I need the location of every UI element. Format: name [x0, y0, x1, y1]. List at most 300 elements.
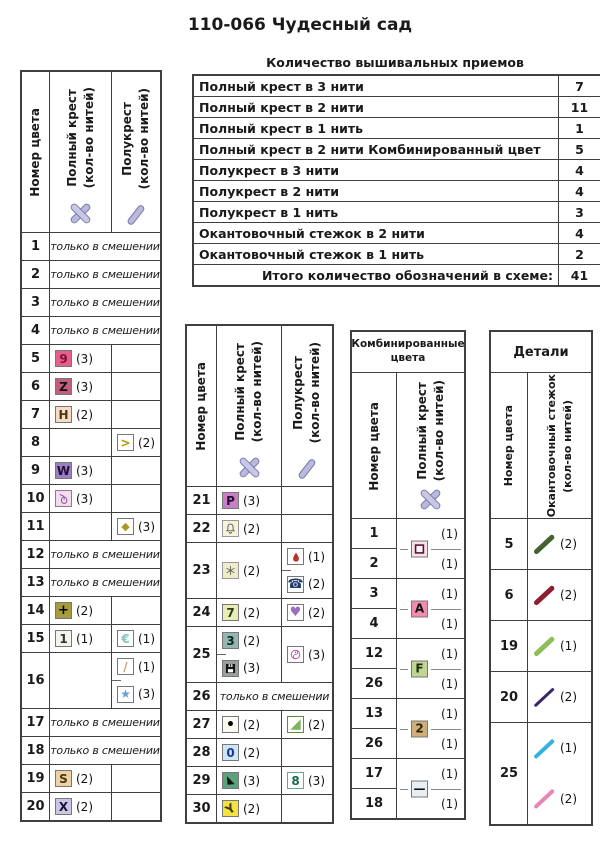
symbol-glyph: X	[58, 799, 69, 814]
count-label: (3)	[76, 351, 93, 366]
combined-title	[352, 332, 464, 372]
stitch-line	[533, 635, 555, 656]
full-cross-cell	[217, 599, 281, 626]
column-header-line: (кол-во нитей)	[560, 399, 574, 493]
row-number: 1	[352, 519, 396, 548]
summary-label: Полукрест в 1 нить	[194, 202, 558, 222]
symbol-swatch	[55, 350, 72, 367]
count-label: (1)	[308, 549, 325, 564]
mouse-icon	[55, 490, 72, 507]
stitch-line-icon	[530, 684, 558, 711]
row-number: 12	[352, 639, 396, 668]
symbol-glyph: F	[415, 661, 424, 676]
symbol-swatch	[55, 406, 72, 423]
column-header	[397, 373, 464, 518]
count-label: (3)	[243, 493, 260, 508]
half-cross-cell	[282, 767, 332, 794]
summary-value: 7	[559, 76, 600, 96]
count-label: (2)	[138, 435, 155, 450]
combined-title-line: цвета	[390, 352, 426, 364]
count-label: (2)	[560, 537, 577, 551]
column-header-line: Полный крест	[414, 382, 429, 480]
summary-value: 4	[559, 160, 600, 180]
half-cross-cell	[112, 625, 160, 652]
row-number: 19	[22, 765, 49, 792]
symbol-swatch	[222, 800, 239, 817]
stitch-line-icon	[530, 582, 558, 609]
symbol-swatch	[117, 686, 134, 703]
summary-value: 2	[559, 244, 600, 264]
count-label: (2)	[76, 799, 93, 814]
row-number: 12	[22, 541, 49, 568]
page-title: 110-066 Чудесный сад	[187, 15, 413, 35]
full-cross-cell	[50, 765, 111, 792]
combined-symbol-cell	[397, 579, 464, 638]
full-cross-cell	[50, 513, 111, 540]
outline-stitch-cell	[528, 621, 591, 671]
symbol-entry	[282, 571, 332, 599]
mix-note: только в смешении	[50, 317, 160, 344]
column-header-line: (кол-во нитей)	[308, 342, 322, 444]
count-label: (2)	[76, 407, 93, 422]
symbol-swatch	[411, 660, 428, 677]
summary-label: Окантовочный стежок в 2 нити	[194, 223, 558, 243]
mix-note: только в смешении	[50, 289, 160, 316]
count-label: (2)	[243, 801, 260, 816]
mix-note: только в смешении	[217, 683, 332, 710]
outline-stitch-cell	[528, 723, 591, 824]
symbol-entry	[282, 627, 332, 682]
row-number: 19	[491, 621, 527, 671]
full-cross-icon	[417, 486, 444, 513]
symbol-swatch	[55, 798, 72, 815]
stitch-entry	[528, 621, 591, 671]
count-label: (1)	[441, 706, 458, 721]
entry-divider	[217, 654, 226, 655]
full-cross-icon	[67, 200, 94, 227]
row-number: 20	[491, 672, 527, 722]
count-label: (2)	[243, 563, 260, 578]
column-header-text	[367, 379, 382, 513]
count-label: (3)	[308, 647, 325, 662]
half-cross-cell	[282, 627, 332, 682]
row-number: 26	[352, 669, 396, 698]
outline-stitch-cell	[528, 672, 591, 722]
symbol-swatch	[411, 720, 428, 737]
column-header-line: Полный крест	[233, 342, 247, 441]
column-header-text	[233, 332, 265, 451]
symbol-entry	[217, 543, 281, 598]
full-cross-cell	[217, 739, 281, 766]
row-number: 16	[22, 653, 49, 708]
row-number: 2	[22, 261, 49, 288]
summary-value: 41	[559, 265, 600, 285]
symbol-entry	[50, 401, 111, 428]
bell-icon	[222, 520, 239, 537]
summary-value: 4	[559, 223, 600, 243]
column-header-line: Номер цвета	[502, 405, 516, 487]
combined-symbol-cell	[397, 519, 464, 578]
mix-note: только в смешении	[50, 709, 160, 736]
summary-value: 1	[559, 118, 600, 138]
row-number: 15	[22, 625, 49, 652]
half-cross-cell	[282, 795, 332, 822]
symbol-glyph: +	[58, 603, 69, 618]
half-cross-cell	[282, 487, 332, 514]
column-header-line: (кол-во нитей)	[137, 88, 151, 190]
row-number: 25	[187, 627, 216, 682]
symbol-entry	[50, 373, 111, 400]
symbol-glyph: Y	[222, 800, 239, 817]
details-title: Детали	[491, 332, 591, 372]
column-header-line: Полукрест	[120, 102, 134, 176]
row-number: 4	[352, 609, 396, 638]
count-label: (3)	[138, 519, 155, 534]
symbol-swatch	[287, 772, 304, 789]
row-number: 5	[22, 345, 49, 372]
full-cross-cell	[217, 543, 281, 598]
count-label: (3)	[243, 661, 260, 676]
symbol-swatch	[411, 600, 428, 617]
count-label: (2)	[243, 717, 260, 732]
column-header-line: Номер цвета	[28, 108, 42, 197]
count-label: (2)	[76, 603, 93, 618]
symbol-glyph: A	[414, 601, 425, 616]
symbol-glyph: ★	[120, 687, 131, 702]
column-header-line: (кол-во нитей)	[250, 340, 264, 443]
symbol-glyph: —	[413, 781, 426, 796]
triangle-icon	[222, 772, 239, 789]
half-cross-cell	[282, 515, 332, 542]
column-header	[352, 373, 396, 518]
symbol-entry	[282, 599, 332, 626]
row-number: 11	[22, 513, 49, 540]
full-cross-cell	[217, 711, 281, 738]
symbol-glyph: /	[123, 659, 128, 674]
symbol-entry	[50, 485, 111, 512]
row-number: 10	[22, 485, 49, 512]
summary-label: Полный крест в 2 нити	[194, 97, 558, 117]
symbol-entry	[217, 487, 281, 514]
row-number: 6	[491, 570, 527, 620]
symbol-entry	[217, 515, 281, 542]
column-header	[22, 72, 49, 232]
half-stitch-icon	[295, 457, 319, 481]
column-header-line: Полный крест	[64, 88, 79, 187]
details-table	[489, 330, 593, 826]
column-header-line: (кол-во нитей)	[81, 86, 96, 189]
combined-symbol-cell	[397, 699, 464, 758]
count-label: (1)	[560, 741, 577, 756]
row-number: 23	[187, 543, 216, 598]
summary-label: Окантовочный стежок в 1 нить	[194, 244, 558, 264]
mix-note: только в смешении	[50, 541, 160, 568]
count-label: (3)	[138, 687, 155, 702]
column-header-text	[28, 78, 43, 227]
symbol-entry	[282, 711, 332, 738]
symbol-entry	[112, 513, 160, 540]
count-label: (3)	[76, 463, 93, 478]
symbol-entry	[50, 765, 111, 792]
column-header-text	[120, 78, 152, 200]
half-stitch-icon	[124, 203, 148, 227]
summary-value: 11	[559, 97, 600, 117]
full-cross-cell	[50, 793, 111, 820]
row-number: 27	[187, 711, 216, 738]
full-cross-cell	[217, 515, 281, 542]
count-label: (1)	[441, 646, 458, 661]
stitch-line-icon	[530, 633, 558, 660]
count-label: (1)	[441, 676, 458, 691]
summary-caption: Количество вышивальных приемов	[266, 55, 524, 70]
row-number: 17	[352, 759, 396, 788]
count-label: (3)	[243, 773, 260, 788]
full-cross-icon	[236, 454, 263, 481]
swirl-icon	[287, 646, 304, 663]
symbol-swatch	[411, 780, 428, 797]
symbol-glyph: 9	[59, 351, 68, 366]
column-header	[528, 373, 591, 518]
summary-label: Итого количество обозначений в схеме:	[194, 265, 558, 285]
column-header	[112, 72, 160, 232]
half-cross-cell	[112, 429, 160, 456]
count-label: (2)	[243, 605, 260, 620]
row-number: 18	[22, 737, 49, 764]
count-label: (3)	[308, 773, 325, 788]
symbol-glyph: S	[59, 771, 68, 786]
column-header	[187, 326, 216, 486]
summary-value: 3	[559, 202, 600, 222]
symbol-glyph: €	[121, 631, 130, 646]
combined-title-line: Комбинированные	[351, 338, 465, 351]
entry-divider	[282, 570, 291, 571]
mix-note: только в смешении	[50, 737, 160, 764]
stitch-line	[534, 687, 555, 707]
row-number: 13	[22, 569, 49, 596]
half-cross-cell	[112, 485, 160, 512]
count-label: (2)	[243, 745, 260, 760]
symbol-entry	[217, 739, 281, 766]
symbol-glyph: 2	[415, 721, 424, 736]
symbol-entry	[50, 457, 111, 484]
mix-note: только в смешении	[50, 233, 160, 260]
column-header-line: Окантовочный стежок	[544, 374, 558, 518]
full-cross-cell	[217, 627, 281, 682]
summary-value: 5	[559, 139, 600, 159]
symbol-entry	[282, 767, 332, 794]
half-cross-cell	[112, 457, 160, 484]
half-cross-cell	[282, 711, 332, 738]
symbol-swatch	[117, 658, 134, 675]
summary-label: Полный крест в 2 нити Комбинированный цвет	[194, 139, 558, 159]
row-number: 5	[491, 519, 527, 569]
column-header-text	[544, 374, 575, 518]
summary-label: Полный крест в 1 нить	[194, 118, 558, 138]
row-number: 4	[22, 317, 49, 344]
summary-label: Полукрест в 3 нити	[194, 160, 558, 180]
stitch-line-icon	[530, 531, 558, 558]
symbol-swatch	[222, 492, 239, 509]
count-label: (2)	[76, 771, 93, 786]
drop-icon	[287, 548, 304, 565]
symbol-swatch	[117, 434, 134, 451]
symbol-swatch	[117, 518, 134, 535]
row-number: 17	[22, 709, 49, 736]
symbol-entry	[112, 429, 160, 456]
stitch-line	[533, 789, 554, 809]
summary-table	[192, 74, 600, 287]
column-header-text	[194, 332, 209, 481]
column-header-text	[502, 379, 516, 513]
count-label: (1)	[441, 526, 458, 541]
symbol-glyph: ♥	[289, 605, 302, 620]
full-cross-cell	[217, 767, 281, 794]
half-cross-cell	[112, 345, 160, 372]
symbol-glyph: Z	[59, 379, 68, 394]
symbol-glyph: 7	[226, 605, 235, 620]
count-label: (1)	[441, 766, 458, 781]
stitch-entry	[528, 570, 591, 620]
summary-label: Полный крест в 3 нити	[194, 76, 558, 96]
symbol-swatch	[222, 744, 239, 761]
row-number: 7	[22, 401, 49, 428]
symbol-glyph: 0	[226, 745, 235, 760]
symbol-entry	[50, 597, 111, 624]
symbol-swatch	[222, 632, 239, 649]
symbol-entry	[217, 795, 281, 822]
stitch-entry	[528, 519, 591, 569]
half-cross-cell	[112, 597, 160, 624]
snowflake-icon	[222, 562, 239, 579]
row-number: 6	[22, 373, 49, 400]
count-label: (3)	[76, 491, 93, 506]
symbol-entry	[217, 599, 281, 626]
square-outline-icon	[411, 540, 428, 557]
half-cross-cell	[112, 793, 160, 820]
count-label: (2)	[243, 521, 260, 536]
count-label: (2)	[243, 633, 260, 648]
column-header	[50, 72, 111, 232]
symbol-entry	[50, 625, 111, 652]
full-cross-cell	[217, 795, 281, 822]
column-header-text	[415, 379, 447, 483]
symbol-glyph: H	[58, 407, 69, 422]
row-number: 18	[352, 789, 396, 818]
symbol-swatch	[222, 716, 239, 733]
column-header-text	[291, 332, 323, 454]
count-label: (1)	[441, 736, 458, 751]
count-label: (1)	[138, 659, 155, 674]
stitch-line-icon	[530, 785, 558, 812]
count-label: (2)	[308, 605, 325, 620]
row-number: 29	[187, 767, 216, 794]
half-cross-cell	[112, 513, 160, 540]
full-cross-cell	[50, 653, 111, 708]
full-cross-cell	[50, 485, 111, 512]
count-label: (2)	[308, 717, 325, 732]
column-header-text	[65, 78, 97, 197]
symbol-entry	[50, 345, 111, 372]
symbol-swatch	[222, 604, 239, 621]
symbol-swatch	[55, 770, 72, 787]
half-cross-cell	[282, 599, 332, 626]
half-cross-cell	[112, 373, 160, 400]
row-number: 21	[187, 487, 216, 514]
column-header	[491, 373, 527, 518]
summary-value: 4	[559, 181, 600, 201]
full-cross-cell	[50, 625, 111, 652]
count-label: (1)	[76, 631, 93, 646]
symbol-glyph: >	[120, 435, 131, 450]
symbol-glyph: •	[226, 716, 235, 733]
half-cross-cell	[282, 739, 332, 766]
half-cross-cell	[112, 653, 160, 708]
row-number: 8	[22, 429, 49, 456]
symbol-swatch	[287, 576, 304, 593]
count-label: (2)	[560, 791, 577, 806]
summary-label: Полукрест в 2 нити	[194, 181, 558, 201]
count-label: (2)	[560, 588, 577, 602]
symbol-glyph: 8	[291, 773, 300, 788]
count-label: (1)	[441, 616, 458, 631]
symbol-swatch	[55, 630, 72, 647]
symbol-entry	[112, 681, 160, 709]
count-label: (1)	[441, 586, 458, 601]
stitch-line-icon	[530, 735, 558, 762]
mix-note: только в смешении	[50, 261, 160, 288]
entry-divider	[112, 680, 121, 681]
full-cross-cell	[50, 373, 111, 400]
symbol-glyph: P	[226, 493, 235, 508]
symbol-glyph: ◆	[121, 520, 130, 533]
stitch-line	[533, 584, 555, 605]
row-number: 22	[187, 515, 216, 542]
stitch-entry	[528, 672, 591, 722]
combined-symbol-cell	[397, 639, 464, 698]
color-table-21-30	[185, 324, 334, 824]
count-label: (1)	[560, 639, 577, 653]
symbol-swatch	[55, 462, 72, 479]
column-header-line: Полукрест	[291, 356, 305, 430]
row-number: 20	[22, 793, 49, 820]
full-cross-cell	[50, 401, 111, 428]
symbol-entry	[217, 655, 281, 683]
count-label: (1)	[138, 631, 155, 646]
row-number: 1	[22, 233, 49, 260]
column-header	[217, 326, 281, 486]
row-number: 26	[352, 729, 396, 758]
full-cross-cell	[50, 457, 111, 484]
color-table-1-20	[20, 70, 162, 822]
row-number: 3	[352, 579, 396, 608]
count-label: (1)	[441, 556, 458, 571]
symbol-glyph: 1	[59, 631, 68, 646]
count-label: (1)	[441, 796, 458, 811]
row-number: 26	[187, 683, 216, 710]
stitch-entry	[528, 723, 591, 774]
symbol-entry	[217, 767, 281, 794]
full-cross-cell	[50, 429, 111, 456]
full-cross-cell	[217, 487, 281, 514]
count-label: (3)	[76, 379, 93, 394]
row-number: 24	[187, 599, 216, 626]
row-number: 2	[352, 549, 396, 578]
column-header	[282, 326, 332, 486]
row-number: 13	[352, 699, 396, 728]
row-number: 25	[491, 723, 527, 824]
half-cross-cell	[112, 401, 160, 428]
combined-symbol-cell	[397, 759, 464, 818]
